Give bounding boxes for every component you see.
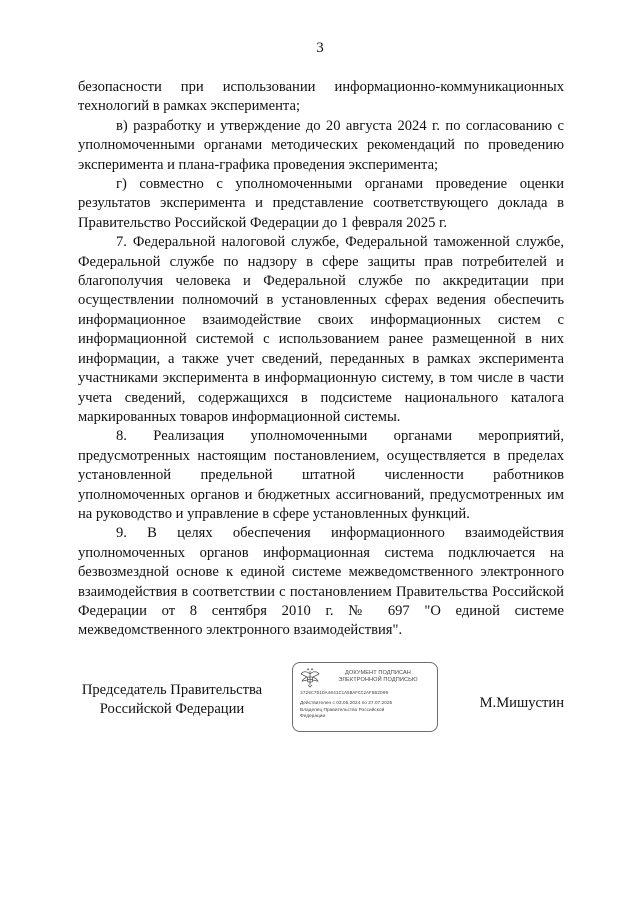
page-number: 3 — [316, 40, 324, 56]
paragraph-5: 8. Реализация уполномоченными органами мероприятий, предусмотренных настоящим постановлением, осуществляется в пределах установленной предельной штатной численности работников уполномоченных органов и бюджетных ассигнований, предусмотренных им на руководство и управление в сфере установленных функций. — [78, 428, 564, 522]
stamp-certificate: 3726C7D1DA4041C1A5BAFCC2AF5B2D09 — [300, 691, 389, 696]
paragraph-3: г) совместно с уполномоченными органами проведение оценки результатов эксперимента и представление соответствующего доклада в Правительство Российской Федерации до 1 февраля 2025 г. — [78, 176, 564, 231]
paragraph-1: безопасности при использовании информационно-коммуникационных технологий в рамках эксперимента; — [78, 79, 564, 115]
russian-coat-of-arms-icon — [299, 668, 321, 688]
electronic-signature-stamp — [292, 662, 438, 732]
signatory-title — [78, 681, 266, 719]
stamp-owner-line-2: Федерации — [300, 714, 326, 719]
stamp-heading: ДОКУМЕНТ ПОДПИСАН ЭЛЕКТРОННОЙ ПОДПИСЬЮ — [338, 670, 418, 683]
signatory-name: М.Мишустин — [479, 695, 564, 711]
paragraph-6: 9. В целях обеспечения информационного взаимодействия уполномоченных органов информационная система подключается на безвозмездной основе к единой системе межведомственного электронного взаимодействия в соответствии с постановлением Правительства Российской Федерации от 8 сентября 2010 г. № 697 "О единой системе межведомственного электронного взаимодействия". — [78, 525, 564, 639]
stamp-validity: Действителен с 03.05.2024 по 27.07.2025 — [300, 701, 393, 706]
signatory-title-line-1: Председатель Правительства — [81, 682, 263, 698]
paragraph-2: в) разработку и утверждение до 20 августа 2024 г. по согласованию с уполномоченными органами методических рекомендаций по проведению эксперимента и плана-графика проведения эксперимента; — [78, 117, 564, 173]
stamp-owner-line-1: Владелец Правительство Российской — [300, 708, 385, 713]
paragraph-4: 7. Федеральной налоговой службе, Федеральной таможенной службе, Федеральной службе по надзору в сфере защиты прав потребителей и благополучия человека и Федеральной службе по аккредитации при осуществлении полномочий в установленных сферах ведения обеспечить информационное взаимодействие своих информационных систем с информационной системой с использованием ранее размещенной в них информации, а также учет сведений, переданных в рамках эксперимента участниками эксперимента в информационную систему, в том числе в части учета сведений, содержащихся в подсистеме национального каталога маркированных товаров информационной системы. — [78, 234, 564, 425]
signatory-title-line-2: Российской Федерации — [99, 701, 245, 717]
document-body — [78, 78, 564, 641]
